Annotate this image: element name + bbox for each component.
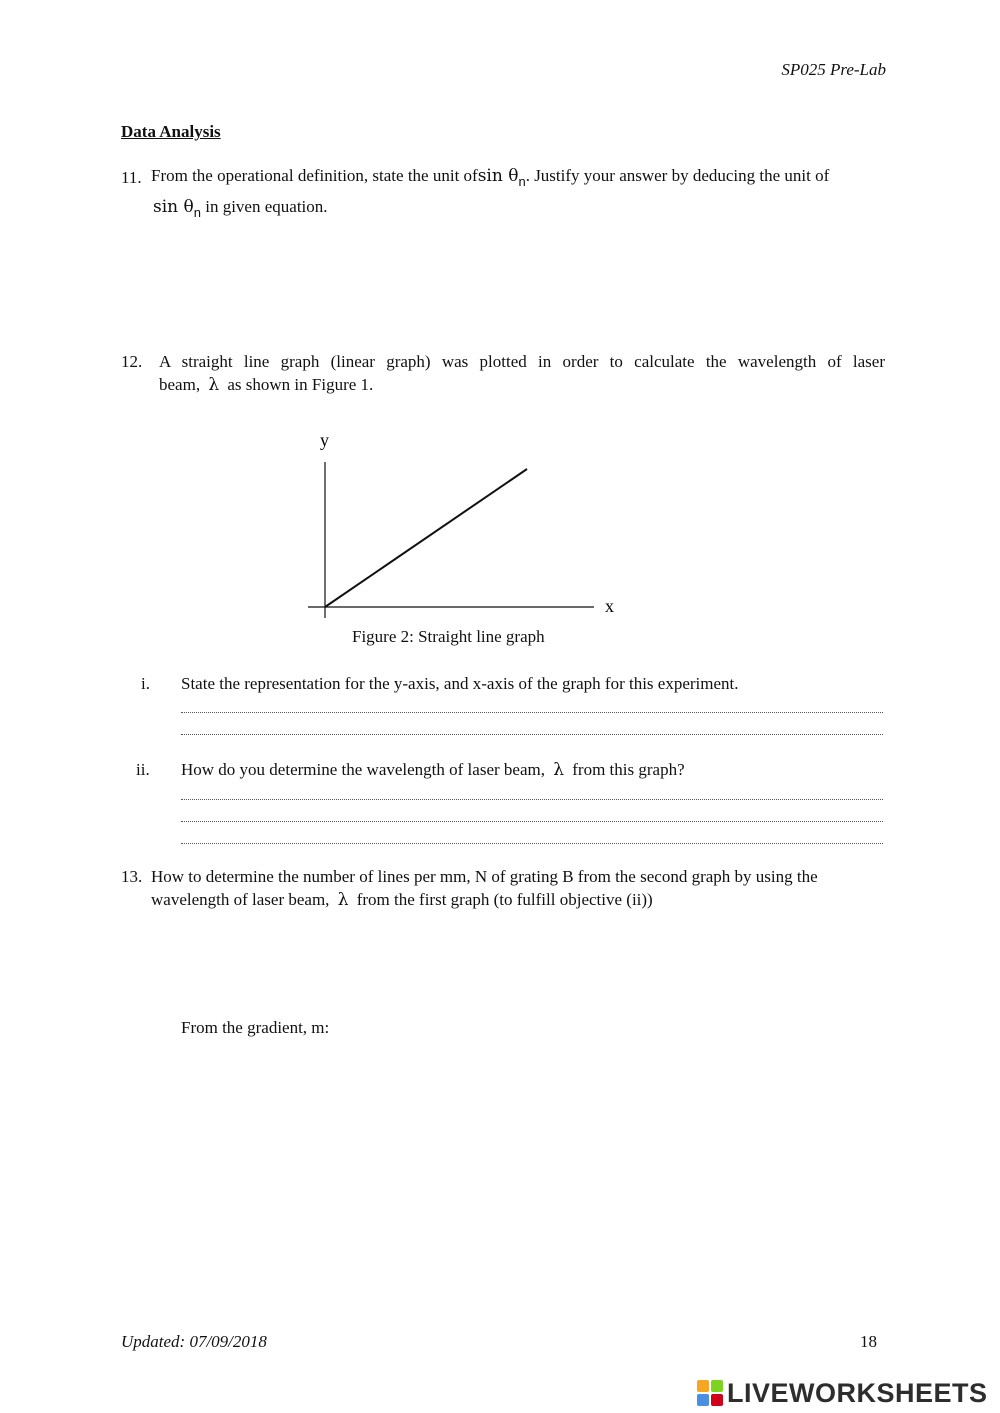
answer-line[interactable] xyxy=(181,843,883,844)
question-text: wavelength of laser beam, xyxy=(151,890,330,909)
answer-line[interactable] xyxy=(181,821,883,822)
figure-caption: Figure 2: Straight line graph xyxy=(352,627,545,646)
question-text: from this graph? xyxy=(572,760,685,779)
brand-name: LIVEWORKSHEETS xyxy=(727,1377,988,1408)
part-question-text: State the representation for the y-axis, and x-axis of the graph for this experiment. xyxy=(181,674,739,693)
question-11-line-1 xyxy=(151,166,830,189)
logo-grid-icon xyxy=(697,1380,723,1406)
question-text: . Justify your answer by deducing the unit of xyxy=(525,166,830,185)
question-text: How do you determine the wavelength of laser beam, xyxy=(181,760,545,779)
question-11-line-2 xyxy=(153,197,328,220)
logo-cell xyxy=(697,1380,709,1392)
question-number: 12. xyxy=(121,352,143,371)
subscript-n: n xyxy=(193,205,201,220)
answer-line[interactable] xyxy=(181,799,883,800)
logo-cell xyxy=(711,1380,723,1392)
answer-line[interactable] xyxy=(181,712,883,713)
question-13-line-1: How to determine the number of lines per mm, N of grating B from the second graph by using the xyxy=(151,867,818,886)
section-heading: Data Analysis xyxy=(121,122,221,141)
page-number: 18 xyxy=(860,1332,877,1351)
question-text: From the operational definition, state the unit of xyxy=(151,166,478,185)
question-number: 11. xyxy=(121,168,142,187)
question-text: in given equation. xyxy=(205,197,328,216)
gradient-label: From the gradient, m: xyxy=(181,1018,330,1037)
logo-cell xyxy=(697,1394,709,1406)
question-12-line-2 xyxy=(159,375,373,395)
question-text: beam, xyxy=(159,375,201,394)
x-axis-label: x xyxy=(605,596,614,616)
question-12-line-1: A straight line graph (linear graph) was plotted in order to calculate the wavelength of laser xyxy=(159,352,885,371)
part-question-text xyxy=(181,760,685,780)
y-axis-label: y xyxy=(320,430,329,450)
liveworksheets-logo xyxy=(697,1377,988,1409)
lambda-symbol: λ xyxy=(208,375,220,395)
answer-line[interactable] xyxy=(181,734,883,735)
linear-plot-line xyxy=(325,469,527,607)
document-header: SP025 Pre-Lab xyxy=(781,60,886,79)
question-text: from the first graph (to fulfill objective (ii)) xyxy=(356,890,653,909)
question-13-line-2 xyxy=(151,890,653,910)
question-text: as shown in Figure 1. xyxy=(227,375,374,394)
logo-cell xyxy=(711,1394,723,1406)
lambda-symbol: λ xyxy=(553,760,564,780)
sin-theta-symbol: sin θ xyxy=(477,166,519,186)
sin-theta-symbol: sin θ xyxy=(153,197,194,217)
part-number: i. xyxy=(141,674,150,693)
subscript-n: n xyxy=(518,174,526,189)
part-number: ii. xyxy=(136,760,150,779)
updated-date: Updated: 07/09/2018 xyxy=(121,1332,267,1351)
graph-svg xyxy=(300,420,630,630)
question-number: 13. xyxy=(121,867,143,886)
lambda-symbol: λ xyxy=(337,890,349,910)
